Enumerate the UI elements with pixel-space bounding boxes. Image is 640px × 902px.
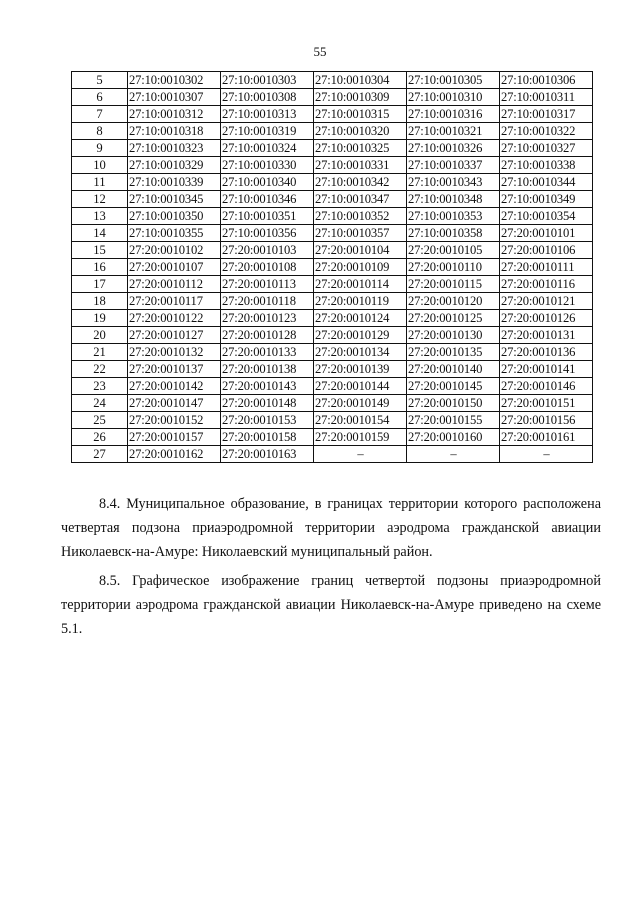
cadastral-number-cell: 27:10:0010312 [128,106,221,123]
table-row [72,412,593,429]
cadastral-number-cell: 27:20:0010132 [128,344,221,361]
cadastral-number-cell: 27:10:0010329 [128,157,221,174]
cadastral-number-cell: 27:10:0010353 [407,208,500,225]
cadastral-number-cell: 27:20:0010143 [221,378,314,395]
cadastral-number-cell: 27:10:0010305 [407,72,500,89]
table-row [72,89,593,106]
cadastral-number-cell: 27:10:0010340 [221,174,314,191]
cadastral-number-cell: 27:20:0010108 [221,259,314,276]
cadastral-number-cell: 27:20:0010122 [128,310,221,327]
cadastral-number-cell: 27:20:0010158 [221,429,314,446]
cadastral-number-cell: 27:10:0010317 [500,106,593,123]
row-number-cell: 9 [72,140,128,157]
cadastral-number-cell: 27:10:0010319 [221,123,314,140]
cadastral-number-cell: 27:10:0010352 [314,208,407,225]
cadastral-number-cell: 27:20:0010154 [314,412,407,429]
cadastral-number-cell: 27:20:0010114 [314,276,407,293]
cadastral-number-cell: 27:20:0010136 [500,344,593,361]
cadastral-number-cell: 27:20:0010111 [500,259,593,276]
cadastral-number-cell: 27:10:0010343 [407,174,500,191]
cadastral-number-cell: 27:20:0010103 [221,242,314,259]
cadastral-number-cell: 27:20:0010120 [407,293,500,310]
cadastral-number-cell: 27:10:0010309 [314,89,407,106]
cadastral-number-cell: 27:20:0010135 [407,344,500,361]
cadastral-number-cell: 27:20:0010127 [128,327,221,344]
row-number-cell: 14 [72,225,128,242]
cadastral-number-cell: 27:10:0010351 [221,208,314,225]
cadastral-number-cell: 27:10:0010323 [128,140,221,157]
cadastral-number-cell: 27:20:0010104 [314,242,407,259]
cadastral-numbers-table [71,71,593,463]
cadastral-number-cell: 27:10:0010307 [128,89,221,106]
cadastral-number-cell: 27:10:0010308 [221,89,314,106]
row-number-cell: 22 [72,361,128,378]
row-number-cell: 26 [72,429,128,446]
cadastral-number-cell: 27:20:0010146 [500,378,593,395]
cadastral-number-cell: 27:10:0010302 [128,72,221,89]
cadastral-number-cell: 27:10:0010320 [314,123,407,140]
table-row [72,361,593,378]
cadastral-number-cell: 27:20:0010141 [500,361,593,378]
row-number-cell: 24 [72,395,128,412]
cadastral-number-cell: 27:20:0010109 [314,259,407,276]
cadastral-number-cell: 27:20:0010149 [314,395,407,412]
cadastral-number-cell: 27:20:0010119 [314,293,407,310]
table-row [72,310,593,327]
paragraph-8-5: 8.5. Графическое изображение границ четвертой подзоны приаэродромной территории аэродрома гражданской авиации Николаевск-на-Амуре приведено на схеме 5.1. [61,573,601,637]
empty-cell-dash: – [314,446,407,463]
row-number-cell: 7 [72,106,128,123]
cadastral-number-cell: 27:10:0010330 [221,157,314,174]
table-row [72,378,593,395]
paragraph-8-4: 8.4. Муниципальное образование, в границах территории которого расположена четвертая подзона приаэродромной территории аэродрома гражданской авиации Николаевск-на-Амуре: Николаевский муниципальный район. [61,496,601,560]
row-number-cell: 5 [72,72,128,89]
cadastral-number-cell: 27:20:0010161 [500,429,593,446]
cadastral-number-cell: 27:20:0010147 [128,395,221,412]
cadastral-number-cell: 27:20:0010145 [407,378,500,395]
cadastral-number-cell: 27:20:0010156 [500,412,593,429]
cadastral-number-cell: 27:20:0010151 [500,395,593,412]
cadastral-number-cell: 27:20:0010106 [500,242,593,259]
cadastral-number-cell: 27:20:0010125 [407,310,500,327]
row-number-cell: 23 [72,378,128,395]
cadastral-number-cell: 27:10:0010318 [128,123,221,140]
cadastral-number-cell: 27:10:0010337 [407,157,500,174]
empty-cell-dash: – [500,446,593,463]
paragraph-8-4-block [61,492,601,564]
cadastral-number-cell: 27:10:0010357 [314,225,407,242]
cadastral-number-cell: 27:20:0010155 [407,412,500,429]
row-number-cell: 12 [72,191,128,208]
cadastral-number-cell: 27:20:0010118 [221,293,314,310]
cadastral-number-cell: 27:10:0010356 [221,225,314,242]
cadastral-number-cell: 27:20:0010142 [128,378,221,395]
cadastral-number-cell: 27:10:0010339 [128,174,221,191]
cadastral-number-cell: 27:10:0010331 [314,157,407,174]
row-number-cell: 18 [72,293,128,310]
cadastral-number-cell: 27:10:0010313 [221,106,314,123]
row-number-cell: 17 [72,276,128,293]
cadastral-number-cell: 27:20:0010105 [407,242,500,259]
cadastral-table-body [72,72,593,463]
table-row [72,276,593,293]
row-number-cell: 25 [72,412,128,429]
row-number-cell: 8 [72,123,128,140]
table-row [72,395,593,412]
cadastral-number-cell: 27:20:0010129 [314,327,407,344]
row-number-cell: 10 [72,157,128,174]
cadastral-number-cell: 27:10:0010324 [221,140,314,157]
row-number-cell: 11 [72,174,128,191]
cadastral-number-cell: 27:10:0010355 [128,225,221,242]
cadastral-number-cell: 27:20:0010134 [314,344,407,361]
table-row [72,191,593,208]
cadastral-number-cell: 27:10:0010348 [407,191,500,208]
cadastral-number-cell: 27:20:0010124 [314,310,407,327]
cadastral-number-cell: 27:20:0010153 [221,412,314,429]
cadastral-number-cell: 27:10:0010306 [500,72,593,89]
cadastral-number-cell: 27:20:0010116 [500,276,593,293]
table-row [72,174,593,191]
row-number-cell: 27 [72,446,128,463]
cadastral-number-cell: 27:10:0010303 [221,72,314,89]
cadastral-number-cell: 27:20:0010126 [500,310,593,327]
cadastral-number-cell: 27:10:0010327 [500,140,593,157]
cadastral-number-cell: 27:10:0010358 [407,225,500,242]
cadastral-number-cell: 27:10:0010350 [128,208,221,225]
cadastral-number-cell: 27:10:0010346 [221,191,314,208]
cadastral-number-cell: 27:10:0010326 [407,140,500,157]
row-number-cell: 21 [72,344,128,361]
table-row [72,157,593,174]
cadastral-number-cell: 27:10:0010304 [314,72,407,89]
table-row [72,123,593,140]
cadastral-number-cell: 27:20:0010123 [221,310,314,327]
empty-cell-dash: – [407,446,500,463]
cadastral-number-cell: 27:10:0010322 [500,123,593,140]
cadastral-number-cell: 27:20:0010113 [221,276,314,293]
cadastral-number-cell: 27:20:0010102 [128,242,221,259]
cadastral-number-cell: 27:10:0010342 [314,174,407,191]
table-row [72,259,593,276]
cadastral-number-cell: 27:10:0010354 [500,208,593,225]
page-number: 55 [313,44,327,59]
cadastral-number-cell: 27:10:0010338 [500,157,593,174]
table-row [72,72,593,89]
cadastral-number-cell: 27:20:0010148 [221,395,314,412]
table-row [72,106,593,123]
cadastral-number-cell: 27:10:0010344 [500,174,593,191]
cadastral-number-cell: 27:20:0010130 [407,327,500,344]
table-row [72,446,593,463]
cadastral-number-cell: 27:20:0010101 [500,225,593,242]
cadastral-number-cell: 27:10:0010310 [407,89,500,106]
cadastral-number-cell: 27:20:0010115 [407,276,500,293]
row-number-cell: 16 [72,259,128,276]
table-row [72,327,593,344]
cadastral-number-cell: 27:20:0010162 [128,446,221,463]
cadastral-number-cell: 27:10:0010347 [314,191,407,208]
cadastral-number-cell: 27:10:0010311 [500,89,593,106]
table-row [72,429,593,446]
cadastral-number-cell: 27:20:0010137 [128,361,221,378]
cadastral-number-cell: 27:10:0010315 [314,106,407,123]
cadastral-number-cell: 27:20:0010138 [221,361,314,378]
table-row [72,344,593,361]
cadastral-number-cell: 27:20:0010144 [314,378,407,395]
row-number-cell: 6 [72,89,128,106]
cadastral-number-cell: 27:20:0010140 [407,361,500,378]
table-row [72,140,593,157]
row-number-cell: 15 [72,242,128,259]
cadastral-number-cell: 27:20:0010133 [221,344,314,361]
cadastral-number-cell: 27:10:0010325 [314,140,407,157]
cadastral-number-cell: 27:10:0010321 [407,123,500,140]
table-row [72,225,593,242]
cadastral-number-cell: 27:20:0010110 [407,259,500,276]
cadastral-number-cell: 27:20:0010160 [407,429,500,446]
cadastral-number-cell: 27:10:0010316 [407,106,500,123]
table-row [72,208,593,225]
row-number-cell: 13 [72,208,128,225]
cadastral-number-cell: 27:20:0010152 [128,412,221,429]
cadastral-number-cell: 27:10:0010349 [500,191,593,208]
row-number-cell: 20 [72,327,128,344]
cadastral-number-cell: 27:20:0010139 [314,361,407,378]
cadastral-number-cell: 27:20:0010157 [128,429,221,446]
cadastral-number-cell: 27:10:0010345 [128,191,221,208]
cadastral-number-cell: 27:20:0010159 [314,429,407,446]
row-number-cell: 19 [72,310,128,327]
paragraph-8-5-block [61,569,601,641]
cadastral-number-cell: 27:20:0010121 [500,293,593,310]
cadastral-number-cell: 27:20:0010112 [128,276,221,293]
table-row [72,293,593,310]
cadastral-number-cell: 27:20:0010131 [500,327,593,344]
cadastral-number-cell: 27:20:0010107 [128,259,221,276]
cadastral-number-cell: 27:20:0010128 [221,327,314,344]
cadastral-number-cell: 27:20:0010150 [407,395,500,412]
cadastral-number-cell: 27:20:0010163 [221,446,314,463]
cadastral-number-cell: 27:20:0010117 [128,293,221,310]
table-row [72,242,593,259]
